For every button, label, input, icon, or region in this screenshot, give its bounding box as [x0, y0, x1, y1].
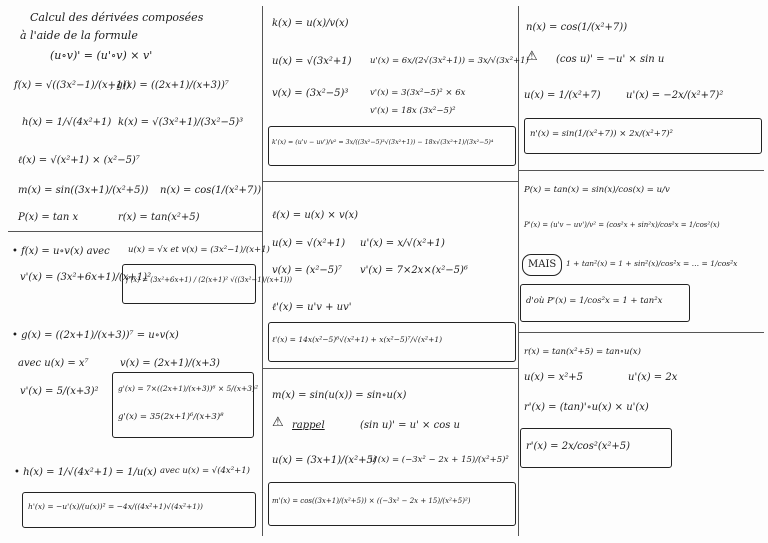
r-chain-formula: r'(x) = (tan)'∘u(x) × u'(x): [524, 402, 649, 413]
k-definition: k(x) = √(3x²+1)/(3x²−5)³: [118, 117, 244, 128]
g-result-box: [112, 372, 254, 438]
h-derivation-step: • h(x) = 1/√(4x²+1) = 1/u(x): [14, 467, 157, 478]
p-prime: P'(x) = (u'v − uv')/v² = (cos²x + sin²x)/cos²x = 1/cos²(x): [524, 221, 720, 229]
h-derivation-u: avec u(x) = √(4x²+1): [160, 466, 250, 476]
l-u: u(x) = √(x²+1): [272, 238, 346, 249]
g-derivation-u: avec u(x) = x⁷: [18, 358, 89, 369]
f-derivation-step: • f(x) = u∘v(x) avec: [12, 246, 110, 257]
column-divider-2: [518, 6, 519, 536]
f-result: f'(x) = (3x²+6x+1) / (2(x+1)² √((3x²−1)/(x+1))): [126, 276, 292, 284]
page-subtitle: à l'aide de la formule: [20, 29, 138, 42]
section-divider-col2-a: [263, 181, 518, 182]
n-u: u(x) = 1/(x²+7): [524, 90, 601, 101]
r-u-prime: u'(x) = 2x: [628, 372, 678, 383]
mais-label: MAIS: [528, 259, 557, 270]
k-v-prime-1: v'(x) = 3(3x²−5)² × 6x: [370, 88, 466, 98]
f-v-prime: v'(x) = (3x²+6x+1)/(x+1)²: [20, 272, 152, 283]
p-tan-def: P(x) = tan(x) = sin(x)/cos(x) = u/v: [524, 185, 670, 195]
p-result: d'où P'(x) = 1/cos²x = 1 + tan²x: [526, 296, 663, 306]
r-definition: r(x) = tan(x²+5): [118, 212, 200, 223]
section-divider-col3-a: [519, 170, 764, 171]
n-u-prime: u'(x) = −2x/(x²+7)²: [626, 90, 724, 101]
g-definition: , g(x) = ((2x+1)/(x+3))⁷: [110, 80, 229, 91]
column-divider-1: [262, 6, 263, 536]
k-result: k'(x) = (u'v − uv')/v² = 3x/((3x²−5)³√(3x²+1)) − 18x√(3x²+1)/(3x²−5)⁴: [272, 139, 494, 146]
r-result: r'(x) = 2x/cos²(x²+5): [526, 441, 631, 452]
g-result-1: g'(x) = 7×((2x+1)/(x+3))⁶ × 5/(x+3)²: [118, 384, 258, 393]
m-u-prime: u'(x) = (−3x² − 2x + 15)/(x²+5)²: [370, 455, 509, 465]
section-divider-col3-b: [519, 332, 764, 333]
sin-derivative-rule: (sin u)' = u' × cos u: [360, 420, 460, 431]
g-derivation-step: • g(x) = ((2x+1)/(x+3))⁷ = u∘v(x): [12, 330, 179, 341]
g-v-prime: v'(x) = 5/(x+3)²: [20, 386, 99, 397]
k-v: v(x) = (3x²−5)³: [272, 88, 349, 99]
m-result: m'(x) = cos((3x+1)/(x²+5)) × ((−3x² − 2x + 15)/(x²+5)²): [272, 497, 471, 505]
page-title: Calcul des dérivées composées: [30, 11, 204, 24]
r-u: u(x) = x²+5: [524, 372, 584, 383]
l-v: v(x) = (x²−5)⁷: [272, 265, 343, 276]
g-derivation-v: v(x) = (2x+1)/(x+3): [120, 358, 220, 369]
k-v-prime-2: v'(x) = 18x (3x²−5)²: [370, 106, 456, 116]
m-definition: m(x) = sin((3x+1)/(x²+5)): [18, 185, 149, 196]
l-product-formula: ℓ'(x) = u'v + uv': [272, 302, 352, 313]
l-result: ℓ'(x) = 14x(x²−5)⁶√(x²+1) + x(x²−5)⁷/√(x²+1): [272, 335, 443, 344]
n-result: n'(x) = sin(1/(x²+7)) × 2x/(x²+7)²: [530, 129, 673, 139]
composition-formula: (u∘v)' = (u'∘v) × v': [50, 49, 153, 62]
f-definition: f(x) = √((3x²−1)/(x+1)): [14, 80, 131, 91]
h-result: h'(x) = −u'(x)/(u(x))² = −4x/((4x²+1)√(4x²+1)): [28, 502, 203, 511]
n-cos-def: n(x) = cos(1/(x²+7)): [526, 22, 628, 33]
h-definition: h(x) = 1/√(4x²+1): [22, 117, 112, 128]
k-quotient-def: k(x) = u(x)/v(x): [272, 18, 349, 29]
n-definition: n(x) = cos(1/(x²+7)): [160, 185, 262, 196]
warning-icon: ⚠: [526, 49, 538, 64]
m-sin-def: m(x) = sin(u(x)) = sin∘u(x): [272, 390, 407, 401]
l-definition: ℓ(x) = √(x²+1) × (x²−5)⁷: [18, 155, 140, 166]
m-u: u(x) = (3x+1)/(x²+5): [272, 455, 377, 466]
f-derivation-uv: u(x) = √x et v(x) = (3x²−1)/(x+1): [128, 245, 270, 255]
l-v-prime: v'(x) = 7×2x×(x²−5)⁶: [360, 265, 468, 276]
k-u-prime: u'(x) = 6x/(2√(3x²+1)) = 3x/√(3x²+1): [370, 56, 529, 66]
warning-icon: ⚠: [272, 415, 284, 430]
section-divider-col1: [8, 231, 262, 232]
rappel-label: rappel: [292, 420, 325, 431]
k-u: u(x) = √(3x²+1): [272, 56, 352, 67]
l-product-def: ℓ(x) = u(x) × v(x): [272, 210, 359, 221]
section-divider-col2-b: [263, 368, 518, 369]
r-tan-def: r(x) = tan(x²+5) = tan∘u(x): [524, 347, 641, 357]
mais-identity: 1 + tan²(x) = 1 + sin²(x)/cos²x = … = 1/cos²x: [566, 259, 738, 268]
cos-derivative-rule: (cos u)' = −u' × sin u: [556, 54, 665, 65]
l-u-prime: u'(x) = x/√(x²+1): [360, 238, 445, 249]
g-result-2: g'(x) = 35(2x+1)⁶/(x+3)⁸: [118, 412, 224, 422]
p-definition: P(x) = tan x: [18, 212, 79, 223]
